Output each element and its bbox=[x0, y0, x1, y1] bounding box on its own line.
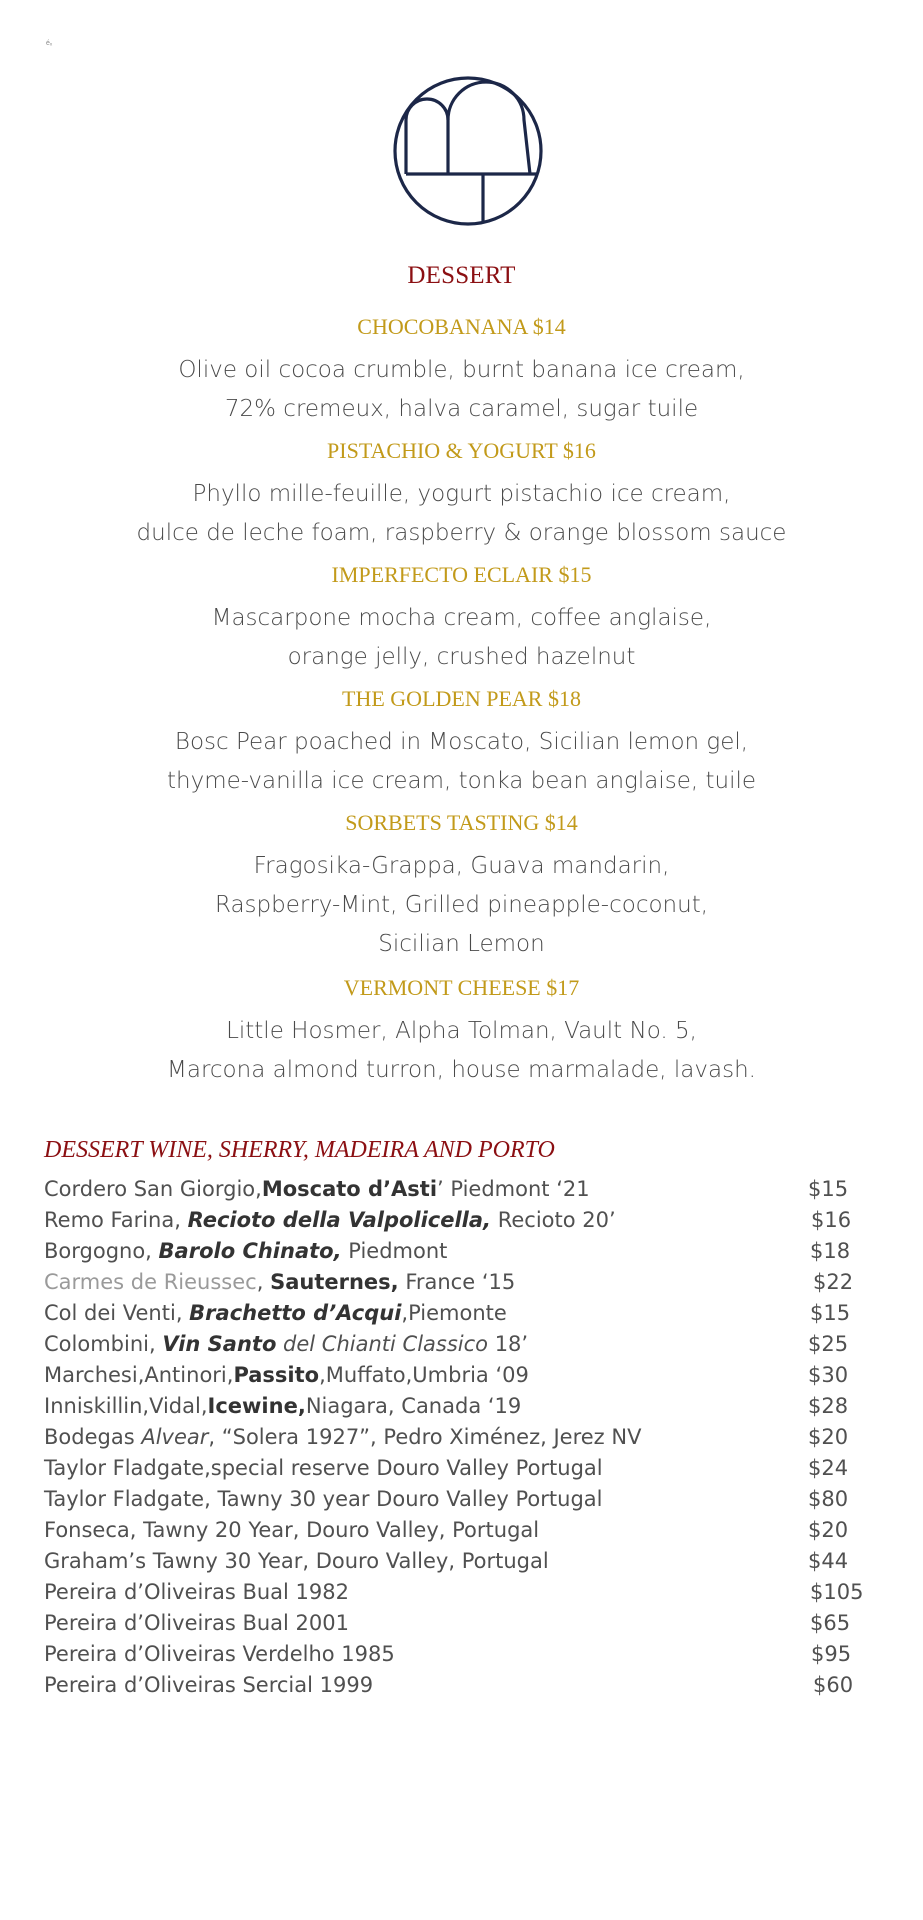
corner-mark: éₓ bbox=[46, 40, 53, 47]
wine-name: Barolo Chinato, bbox=[158, 1239, 342, 1263]
wine-price: $28 bbox=[808, 1394, 849, 1418]
wine-producer: Cordero San Giorgio, bbox=[44, 1177, 262, 1201]
wine-row bbox=[44, 1577, 884, 1608]
wine-detail: , “Solera 1927”, Pedro Ximénez, Jerez NV bbox=[208, 1425, 642, 1449]
wine-row bbox=[44, 1608, 884, 1639]
description-line: 72% cremeux, halva caramel, sugar tuile bbox=[224, 396, 699, 422]
wine-price: $30 bbox=[808, 1363, 849, 1387]
wine-row bbox=[44, 1484, 884, 1515]
wine-detail: ,Piemonte bbox=[401, 1301, 507, 1325]
wine-producer: Borgogno, bbox=[44, 1239, 159, 1263]
menu-item bbox=[0, 685, 923, 801]
wine-price: $44 bbox=[808, 1549, 849, 1573]
dessert-list bbox=[0, 313, 923, 1090]
wine-description: Fonseca, Tawny 20 Year, Douro Valley, Portugal bbox=[44, 1518, 540, 1542]
wine-description: Pereira d’Oliveiras Bual 2001 bbox=[44, 1611, 349, 1635]
wine-detail: Niagara, Canada ‘19 bbox=[305, 1394, 522, 1418]
wine-row bbox=[44, 1360, 884, 1391]
section-title-dessert-wine: DESSERT WINE, SHERRY, MADEIRA AND PORTO bbox=[44, 1137, 555, 1163]
menu-item-title: VERMONT CHEESE $17 bbox=[343, 975, 580, 1000]
wine-row bbox=[44, 1236, 884, 1267]
wine-price: $95 bbox=[811, 1642, 852, 1666]
wine-producer: Bodegas bbox=[44, 1425, 142, 1449]
menu-item bbox=[0, 313, 923, 429]
wine-detail: ,Muffato,Umbria ‘09 bbox=[319, 1363, 529, 1387]
wine-row bbox=[44, 1205, 884, 1236]
section-title-dessert: DESSERT bbox=[407, 262, 516, 289]
menu-item-description bbox=[0, 475, 923, 553]
wine-price: $15 bbox=[810, 1301, 851, 1325]
wine-name: Alvear bbox=[141, 1425, 209, 1449]
wine-name: Passito bbox=[233, 1363, 320, 1387]
wine-price: $60 bbox=[813, 1673, 854, 1697]
wine-row bbox=[44, 1453, 884, 1484]
wine-row bbox=[44, 1546, 884, 1577]
description-line: Sicilian Lemon bbox=[378, 931, 545, 957]
description-line: Mascarpone mocha cream, coffee anglaise, bbox=[211, 605, 712, 631]
menu-item bbox=[0, 437, 923, 553]
wine-detail: France ‘15 bbox=[398, 1270, 516, 1294]
description-line: Marcona almond turron, house marmalade, lavash. bbox=[167, 1057, 756, 1083]
menu-item bbox=[0, 561, 923, 677]
wine-name: Recioto della Valpolicella, bbox=[187, 1208, 492, 1232]
wine-price: $80 bbox=[808, 1487, 849, 1511]
description-line: Little Hosmer, Alpha Tolman, Vault No. 5, bbox=[226, 1018, 697, 1044]
menu-item bbox=[0, 809, 923, 964]
wine-price: $20 bbox=[808, 1425, 849, 1449]
wine-name: Brachetto d’Acqui bbox=[189, 1301, 402, 1325]
wine-row bbox=[44, 1267, 884, 1298]
wine-vintage: 18’ bbox=[488, 1332, 529, 1356]
wine-appellation: del Chianti Classico bbox=[276, 1332, 489, 1356]
description-line: Olive oil cocoa crumble, burnt banana ice cream, bbox=[178, 357, 745, 383]
wine-price: $24 bbox=[808, 1456, 849, 1480]
wine-row bbox=[44, 1422, 884, 1453]
wine-detail: ’ Piedmont ‘21 bbox=[437, 1177, 590, 1201]
wine-row bbox=[44, 1670, 884, 1701]
description-line: Phyllo mille-feuille, yogurt pistachio ice cream, bbox=[192, 481, 731, 507]
menu-item-title: CHOCOBANANA $14 bbox=[357, 314, 566, 339]
wine-price: $16 bbox=[811, 1208, 852, 1232]
wine-price: $15 bbox=[808, 1177, 849, 1201]
menu-item-description bbox=[0, 351, 923, 429]
wine-producer: Carmes de Rieussec bbox=[44, 1270, 257, 1294]
menu-item-title: IMPERFECTO ECLAIR $15 bbox=[331, 562, 592, 587]
wine-name: Sauternes, bbox=[270, 1270, 399, 1294]
menu-item-title: SORBETS TASTING $14 bbox=[345, 810, 578, 835]
wine-price: $105 bbox=[810, 1580, 864, 1604]
wine-row bbox=[44, 1174, 884, 1205]
wine-name: Icewine, bbox=[207, 1394, 306, 1418]
wine-description: Taylor Fladgate,special reserve Douro Valley Portugal bbox=[44, 1456, 603, 1480]
menu-item-description bbox=[0, 847, 923, 964]
wine-producer: Inniskillin,Vidal, bbox=[44, 1394, 208, 1418]
wine-description: Pereira d’Oliveiras Bual 1982 bbox=[44, 1580, 349, 1604]
description-line: orange jelly, crushed hazelnut bbox=[287, 644, 636, 670]
description-line: thyme-vanilla ice cream, tonka bean anglaise, tuile bbox=[166, 768, 756, 794]
wine-price: $65 bbox=[810, 1611, 851, 1635]
menu-item-description bbox=[0, 723, 923, 801]
wine-name: Moscato d’Asti bbox=[261, 1177, 438, 1201]
wine-price: $25 bbox=[808, 1332, 849, 1356]
wine-producer: Remo Farina, bbox=[44, 1208, 188, 1232]
wine-description: Pereira d’Oliveiras Verdelho 1985 bbox=[44, 1642, 395, 1666]
wine-row bbox=[44, 1515, 884, 1546]
wine-description: Graham’s Tawny 30 Year, Douro Valley, Portugal bbox=[44, 1549, 549, 1573]
wine-producer: Colombini, bbox=[44, 1332, 163, 1356]
wine-price: $22 bbox=[813, 1270, 854, 1294]
wine-detail: Recioto 20’ bbox=[491, 1208, 616, 1232]
description-line: Raspberry-Mint, Grilled pineapple-coconut, bbox=[214, 892, 709, 918]
wine-separator: , bbox=[256, 1270, 271, 1294]
wine-row bbox=[44, 1639, 884, 1670]
wine-row bbox=[44, 1329, 884, 1360]
menu-item-title: PISTACHIO & YOGURT $16 bbox=[327, 438, 596, 463]
menu-item-description bbox=[0, 1012, 923, 1090]
wine-detail: Piedmont bbox=[341, 1239, 448, 1263]
wine-row bbox=[44, 1391, 884, 1422]
wine-row bbox=[44, 1298, 884, 1329]
description-line: Bosc Pear poached in Moscato, Sicilian lemon gel, bbox=[174, 729, 749, 755]
menu-item-title: THE GOLDEN PEAR $18 bbox=[342, 686, 581, 711]
wine-name: Vin Santo bbox=[162, 1332, 277, 1356]
description-line: dulce de leche foam, raspberry & orange blossom sauce bbox=[136, 520, 787, 546]
wine-list bbox=[44, 1174, 884, 1701]
description-line: Fragosika-Grappa, Guava mandarin, bbox=[253, 853, 670, 879]
wine-description: Pereira d’Oliveiras Sercial 1999 bbox=[44, 1673, 374, 1697]
wine-producer: Col dei Venti, bbox=[44, 1301, 190, 1325]
restaurant-monogram-icon bbox=[392, 75, 544, 227]
wine-description: Taylor Fladgate, Tawny 30 year Douro Valley Portugal bbox=[44, 1487, 603, 1511]
wine-price: $20 bbox=[808, 1518, 849, 1542]
menu-item bbox=[0, 974, 923, 1090]
wine-price: $18 bbox=[810, 1239, 851, 1263]
menu-item-description bbox=[0, 599, 923, 677]
wine-producer: Marchesi,Antinori, bbox=[44, 1363, 234, 1387]
